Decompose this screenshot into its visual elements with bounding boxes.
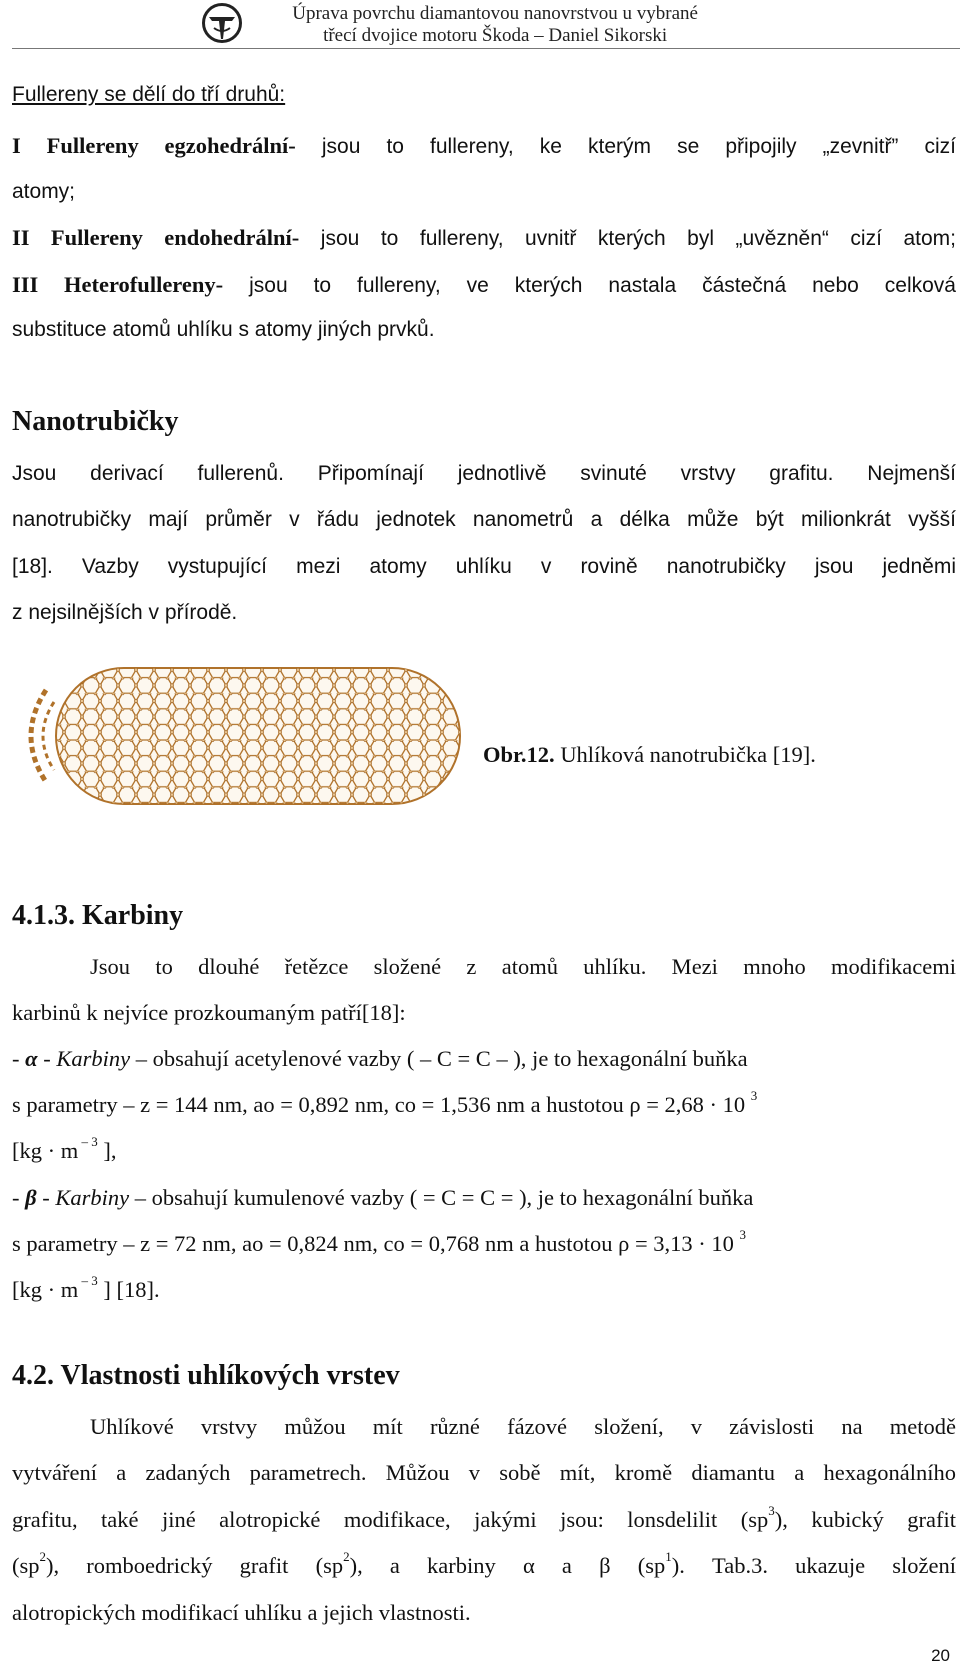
page-header [0, 0, 960, 52]
properties-line-4 [12, 1549, 956, 1579]
beta-params: s parametry – z = 72 nm, ao = 0,824 nm, co = 0,768 nm a hustotou ρ = 3,13 · 10 [12, 1231, 734, 1256]
header-line-1: Úprava povrchu diamantovou nanovrstvou u vybrané [292, 3, 698, 24]
properties-heading: 4.2. Vlastnosti uhlíkových vrstev [12, 1360, 400, 1391]
university-logo-icon [202, 2, 242, 44]
alpha-unit-exponent: – 3 [78, 1134, 98, 1149]
fullerene-type-2 [12, 225, 956, 251]
alpha-unit-a: [kg · m [12, 1138, 79, 1163]
fullerene-type-2-text: jsou to fullereny, uvnitř kterých byl „uvězněn“ cizí atom; [299, 227, 956, 250]
nanotube-line-1: Jsou derivací fullerenů. Připomínají jednotlivě svinuté vrstvy grafitu. Nejmenší [12, 462, 956, 485]
properties-line-3a: grafitu, také jiné alotropické modifikace, jakými jsou: lonsdelilit (sp [12, 1507, 769, 1532]
fullerene-type-1 [12, 133, 956, 159]
fullerene-type-1-term: I Fullereny egzohedrální- [12, 133, 296, 158]
nanotube-heading: Nanotrubičky [12, 406, 179, 437]
header-line-2: třecí dvojice motoru Škoda – Daniel Sikorski [323, 25, 668, 46]
properties-line-4d: ). Tab.3. ukazuje složení [671, 1553, 956, 1578]
figure-caption [483, 742, 816, 768]
alpha-text: – obsahují acetylenové vazby ( – C = C – ), je to hexagonální buňka [130, 1046, 748, 1071]
properties-sup-sp3: 3 [768, 1503, 775, 1518]
properties-line-3 [12, 1503, 956, 1533]
beta-carbyne-line [12, 1185, 956, 1211]
beta-text: – obsahují kumulenové vazby ( = C = C = ), je to hexagonální buňka [129, 1185, 754, 1210]
carbyne-heading: 4.1.3. Karbiny [12, 900, 184, 931]
alpha-symbol: α [25, 1046, 38, 1071]
beta-dash: - [36, 1185, 56, 1210]
alpha-carbyne-line [12, 1046, 956, 1072]
beta-unit-line [12, 1273, 956, 1303]
properties-sup-sp1: 1 [665, 1549, 672, 1564]
header-divider [12, 48, 960, 49]
alpha-prefix: - [12, 1046, 26, 1071]
fullerene-type-3 [12, 272, 956, 298]
nanotube-line-3: [18]. Vazby vystupující mezi atomy uhlíku v rovině nanotrubičky jsou jedněmi [12, 555, 956, 578]
page-number: 20 [931, 1646, 950, 1665]
beta-name: Karbiny [55, 1185, 130, 1210]
properties-line-4b: ), romboedrický grafit (sp [46, 1553, 344, 1578]
nanotube-illustration [10, 662, 470, 810]
carbyne-line-2: karbinů k nejvíce prozkoumaným patří[18]: [12, 1000, 406, 1025]
figure-caption-label: Obr.12. [483, 742, 555, 767]
fullerene-intro-text: Fullereny se dělí do tří druhů: [12, 83, 286, 106]
beta-symbol: β [25, 1185, 37, 1210]
figure-caption-text: Uhlíková nanotrubička [19]. [554, 742, 816, 767]
properties-line-1: Uhlíkové vrstvy můžou mít různé fázové složení, v závislosti na metodě [90, 1414, 956, 1439]
fullerene-type-1-cont: atomy; [12, 180, 76, 203]
properties-line-2: vytváření a zadaných parametrech. Můžou v sobě mít, kromě diamantu a hexagonálního [12, 1460, 956, 1485]
beta-exponent: 3 [739, 1227, 747, 1242]
fullerene-type-2-term: II Fullereny endohedrální- [12, 225, 300, 250]
alpha-params: s parametry – z = 144 nm, ao = 0,892 nm, co = 1,536 nm a hustotou ρ = 2,68 · 10 [12, 1092, 746, 1117]
properties-line-5: alotropických modifikací uhlíku a jejich vlastnosti. [12, 1600, 471, 1625]
fullerene-type-1-text: jsou to fullereny, ke kterým se připojily „zevnitř” cizí [295, 135, 956, 158]
beta-unit-a: [kg · m [12, 1277, 79, 1302]
alpha-dash: - [37, 1046, 57, 1071]
beta-unit-exponent: – 3 [78, 1273, 98, 1288]
fullerene-type-3-text: jsou to fullereny, ve kterých nastala částečná nebo celková [223, 274, 956, 297]
nanotube-line-2: nanotrubičky mají průměr v řádu jednotek nanometrů a délka může být milionkrát vyšší [12, 508, 956, 531]
properties-sup-sp2-b: 2 [343, 1549, 350, 1564]
beta-prefix: - [12, 1185, 26, 1210]
alpha-unit-b: ], [97, 1138, 117, 1163]
fullerene-type-3-cont: substituce atomů uhlíku s atomy jiných prvků. [12, 318, 435, 341]
header-title [292, 3, 698, 47]
beta-unit-b: ] [18]. [97, 1277, 160, 1302]
fullerene-intro [12, 83, 956, 107]
fullerene-type-3-term: III Heterofullereny- [12, 272, 224, 297]
properties-line-4c: ), a karbiny α a β (sp [349, 1553, 666, 1578]
beta-params-line [12, 1227, 956, 1257]
properties-line-4a: (sp [12, 1553, 40, 1578]
nanotube-line-4: z nejsilnějších v přírodě. [12, 601, 238, 624]
alpha-unit-line [12, 1134, 956, 1164]
alpha-params-line [12, 1088, 956, 1118]
properties-line-3b: ), kubický grafit [774, 1507, 956, 1532]
properties-sup-sp2-a: 2 [39, 1549, 46, 1564]
alpha-name: Karbiny [56, 1046, 131, 1071]
alpha-exponent: 3 [750, 1088, 758, 1103]
carbyne-line-1: Jsou to dlouhé řetězce složené z atomů uhlíku. Mezi mnoho modifikacemi [90, 954, 956, 979]
